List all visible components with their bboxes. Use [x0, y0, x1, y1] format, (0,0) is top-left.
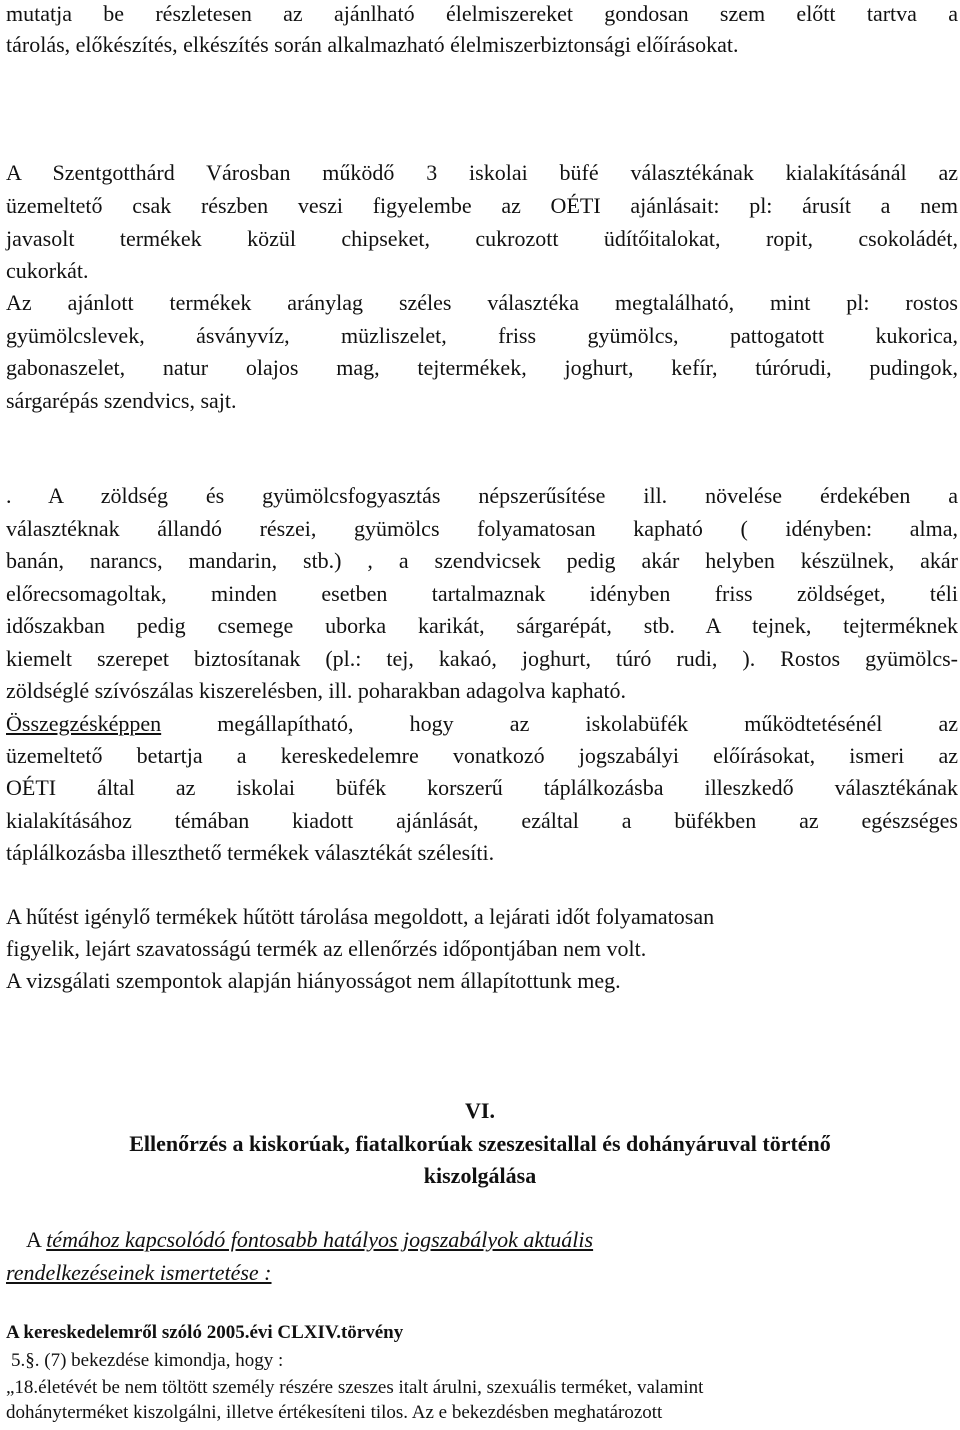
- text-line: A Szentgotthárd Városban működő 3 iskolai büfé választékának kialakításánál az: [6, 160, 958, 185]
- section-number: VI.: [465, 1098, 495, 1123]
- summary-first-line: [6, 710, 958, 738]
- text-line: Az ajánlott termékek aránylag széles választéka megtalálható, mint pl: rostos: [6, 290, 958, 315]
- text-line: zöldséglé szívószálas kiszerelésben, ill. poharakban adagolva kapható.: [6, 678, 627, 703]
- legal-intro-prefix: A: [26, 1227, 47, 1252]
- text-line: kiemelt szerepet biztosítanak (pl.: tej, kakaó, joghurt, túró rudi, ). Rostos gyümölcs-: [6, 646, 958, 671]
- text-line: A hűtést igénylő termékek hűtött tárolása megoldott, a lejárati időt folyamatosan: [6, 904, 715, 929]
- text-line: kialakításához témában kiadott ajánlását, ezáltal a büfékben az egészséges: [6, 808, 958, 833]
- summary-lead: Összegzésképpen: [6, 711, 162, 736]
- legal-intro-line: [26, 1226, 960, 1254]
- text-line: gabonaszelet, natur olajos mag, tejtermékek, joghurt, kefír, túrórudi, pudingok,: [6, 355, 958, 380]
- text-line: időszakban pedig csemege uborka karikát, sárgarépát, stb. A tejnek, tejterméknek: [6, 613, 958, 638]
- text-line: banán, narancs, mandarin, stb.) , a szendvicsek pedig akár helyben készülnek, akár: [6, 548, 958, 573]
- section-title: Ellenőrzés a kiskorúak, fiatalkorúak szeszesitallal és dohányáruval történő: [129, 1131, 831, 1156]
- summary-first-rest: megállapítható, hogy az iskolabüfék működtetésénél az: [161, 711, 958, 736]
- text-line: cukorkát.: [6, 258, 89, 283]
- legal-intro-underlined-cont: rendelkezéseinek ismertetése :: [6, 1260, 272, 1285]
- text-line: tárolás, előkészítés, elkészítés során alkalmazható élelmiszerbiztonsági előírásokat.: [6, 32, 739, 57]
- section-title-cont: kiszolgálása: [423, 1163, 537, 1188]
- text-line: A vizsgálati szempontok alapján hiányosságot nem állapítottunk meg.: [6, 968, 621, 993]
- law-clause: 5.§. (7) bekezdése kimondja, hogy :: [11, 1350, 284, 1371]
- text-line: táplálkozásba illeszthető termékek választékát szélesíti.: [6, 840, 495, 865]
- law-quote: „18.életévét be nem töltött személy részére szeszes italt árulni, szexuális terméket, valamint: [6, 1377, 704, 1398]
- legal-intro-line: [6, 1259, 958, 1287]
- text-line: választéknak állandó részei, gyümölcs folyamatosan kapható ( idényben: alma,: [6, 516, 958, 541]
- law-title: A kereskedelemről szóló 2005.évi CLXIV.törvény: [6, 1322, 404, 1343]
- text-line: sárgarépás szendvics, sajt.: [6, 388, 237, 413]
- text-line: előrecsomagoltak, minden esetben tartalmaznak idényben friss zöldséget, téli: [6, 581, 958, 606]
- text-line: OÉTI által az iskolai büfék korszerű táplálkozásba illeszkedő választékának: [6, 775, 958, 800]
- text-line: javasolt termékek közül chipseket, cukrozott üdítőitalokat, ropit, csokoládét,: [6, 226, 958, 251]
- text-line: üzemeltető betartja a kereskedelemre vonatkozó jogszabályi előírásokat, ismeri az: [6, 743, 958, 768]
- text-line: . A zöldség és gyümölcsfogyasztás népszerűsítése ill. növelése érdekében a: [6, 483, 958, 508]
- text-line: üzemeltető csak részben veszi figyelembe az OÉTI ajánlásait: pl: árusít a nem: [6, 193, 958, 218]
- text-line: mutatja be részletesen az ajánlható élelmiszereket gondosan szem előtt tartva a: [6, 1, 958, 26]
- law-quote-cont: dohányterméket kiszolgálni, illetve értékesíteni tilos. Az e bekezdésben meghatározott: [6, 1402, 663, 1423]
- text-line: figyelik, lejárt szavatosságú termék az ellenőrzés időpontjában nem volt.: [6, 936, 647, 961]
- text-line: gyümölcslevek, ásványvíz, müzliszelet, friss gyümölcs, pattogatott kukorica,: [6, 323, 958, 348]
- legal-intro-underlined: témához kapcsolódó fontosabb hatályos jogszabályok aktuális: [46, 1227, 594, 1252]
